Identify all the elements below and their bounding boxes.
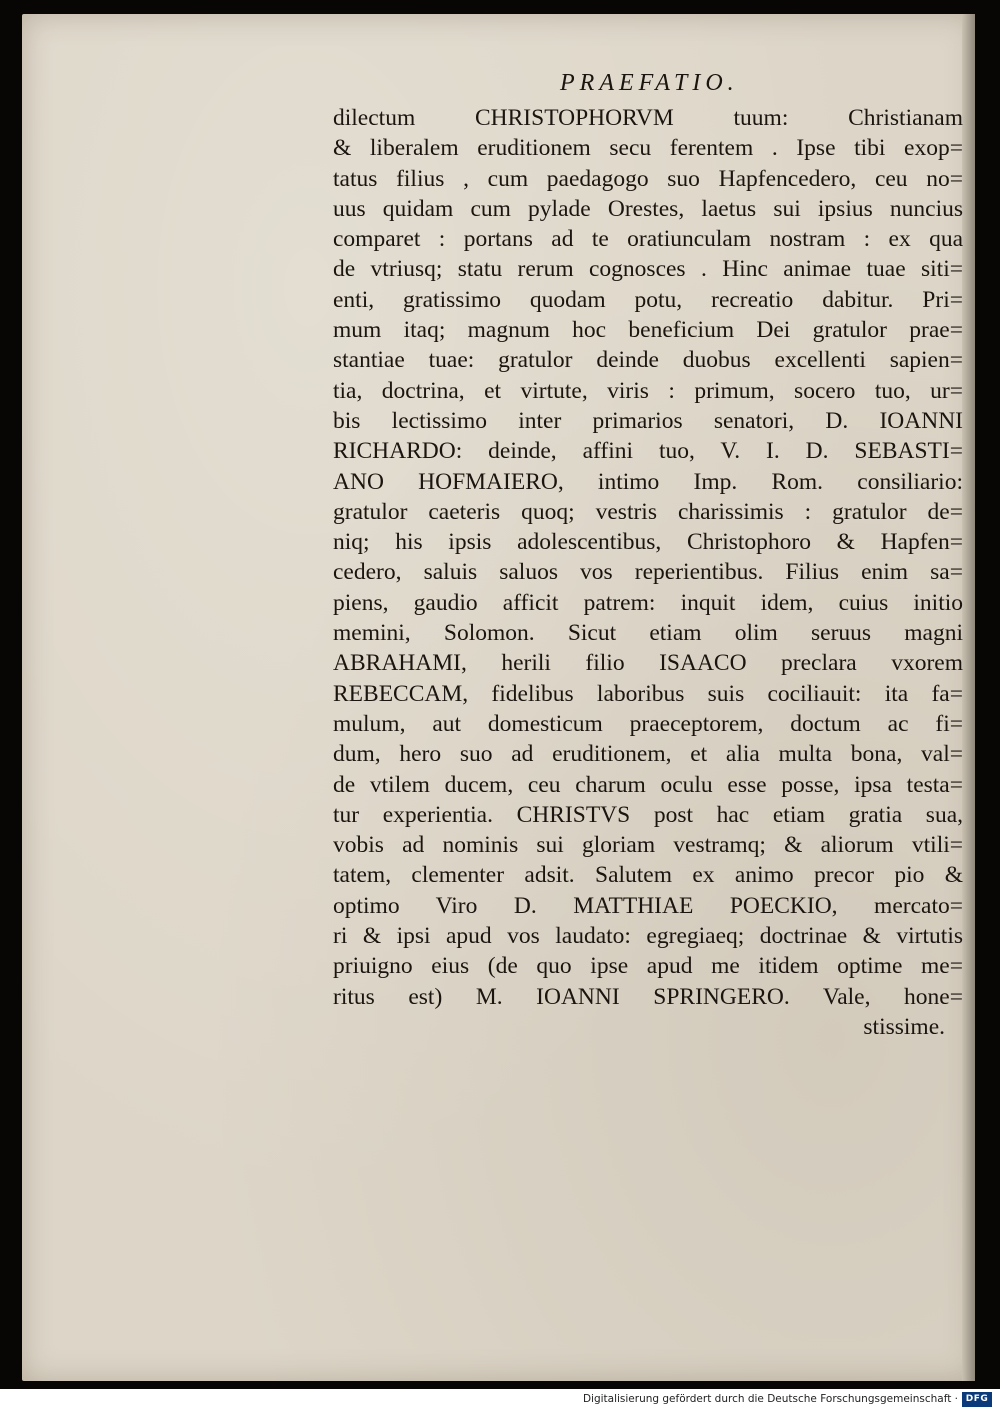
text-line: mum itaq; magnum hoc beneficium Dei gratulor prae= [333, 317, 963, 344]
text-line: mulum, aut domesticum praeceptorem, doctum ac fi= [333, 710, 963, 737]
text-line: bis lectissimo inter primarios senatori, D. IOANNI [333, 407, 963, 434]
text-line: tur experientia. CHRISTVS post hac etiam gratia sua, [333, 801, 963, 828]
text-line: stantiae tuae: gratulor deinde duobus excellenti sapien= [333, 347, 963, 374]
text-line: vobis ad nominis sui gloriam vestramq; & aliorum vtili= [333, 832, 963, 859]
text-line: REBECCAM, fidelibus laboribus suis cociliauit: ita fa= [333, 680, 963, 707]
text-line: memini, Solomon. Sicut etiam olim seruus magni [333, 620, 963, 647]
text-line: gratulor caeteris quoq; vestris charissimis : gratulor de= [333, 498, 963, 525]
text-line: de vtilem ducem, ceu charum oculu esse posse, ipsa testa= [333, 771, 963, 798]
text-line: ri & ipsi apud vos laudato: egregiaeq; doctrinae & virtutis [333, 923, 963, 950]
text-line: & liberalem eruditionem secu ferentem . Ipse tibi exop= [333, 135, 963, 162]
text-line: priuigno eius (de quo ipse apud me itidem optime me= [333, 953, 963, 980]
text-line: ritus est) M. IOANNI SPRINGERO. Vale, hone= [333, 983, 963, 1010]
footer-bar [0, 1389, 1000, 1411]
text-line: tatem, clementer adsit. Salutem ex animo precor pio & [333, 862, 963, 889]
text-line: dum, hero suo ad eruditionem, et alia multa bona, val= [333, 741, 963, 768]
running-head: PRAEFATIO. [560, 70, 739, 96]
dfg-logo: DFG [962, 1392, 992, 1407]
funding-credit: Digitalisierung gefördert durch die Deutsche Forschungsgemeinschaft · [582, 1393, 958, 1405]
text-line: tia, doctrina, et virtute, viris : primum, socero tuo, ur= [333, 377, 963, 404]
text-line: ABRAHAMI, herili filio ISAACO preclara vxorem [333, 650, 963, 677]
text-line: tatus filius , cum paedagogo suo Hapfencedero, ceu no= [333, 165, 963, 192]
body-text [333, 103, 963, 1042]
text-line-final: stissime. [863, 1013, 945, 1040]
text-line: dilectum CHRISTOPHORVM tuum: Christianam [333, 105, 963, 131]
text-line: piens, gaudio afficit patrem: inquit idem, cuius initio [333, 589, 963, 616]
text-line: optimo Viro D. MATTHIAE POECKIO, mercato= [333, 892, 963, 919]
text-line: de vtriusq; statu rerum cognosces . Hinc animae tuae siti= [333, 256, 963, 283]
text-line: comparet : portans ad te oratiunculam nostram : ex qua [333, 226, 963, 253]
page-edge [962, 14, 975, 1381]
text-line: uus quidam cum pylade Orestes, laetus sui ipsius nuncius [333, 195, 963, 222]
text-line: cedero, saluis saluos vos reperientibus. Filius enim sa= [333, 559, 963, 586]
text-line: RICHARDO: deinde, affini tuo, V. I. D. SEBASTI= [333, 438, 963, 465]
text-line: ANO HOFMAIERO, intimo Imp. Rom. consiliario: [333, 468, 963, 495]
text-line: enti, gratissimo quodam potu, recreatio dabitur. Pri= [333, 286, 963, 313]
text-line: niq; his ipsis adolescentibus, Christophoro & Hapfen= [333, 529, 963, 556]
